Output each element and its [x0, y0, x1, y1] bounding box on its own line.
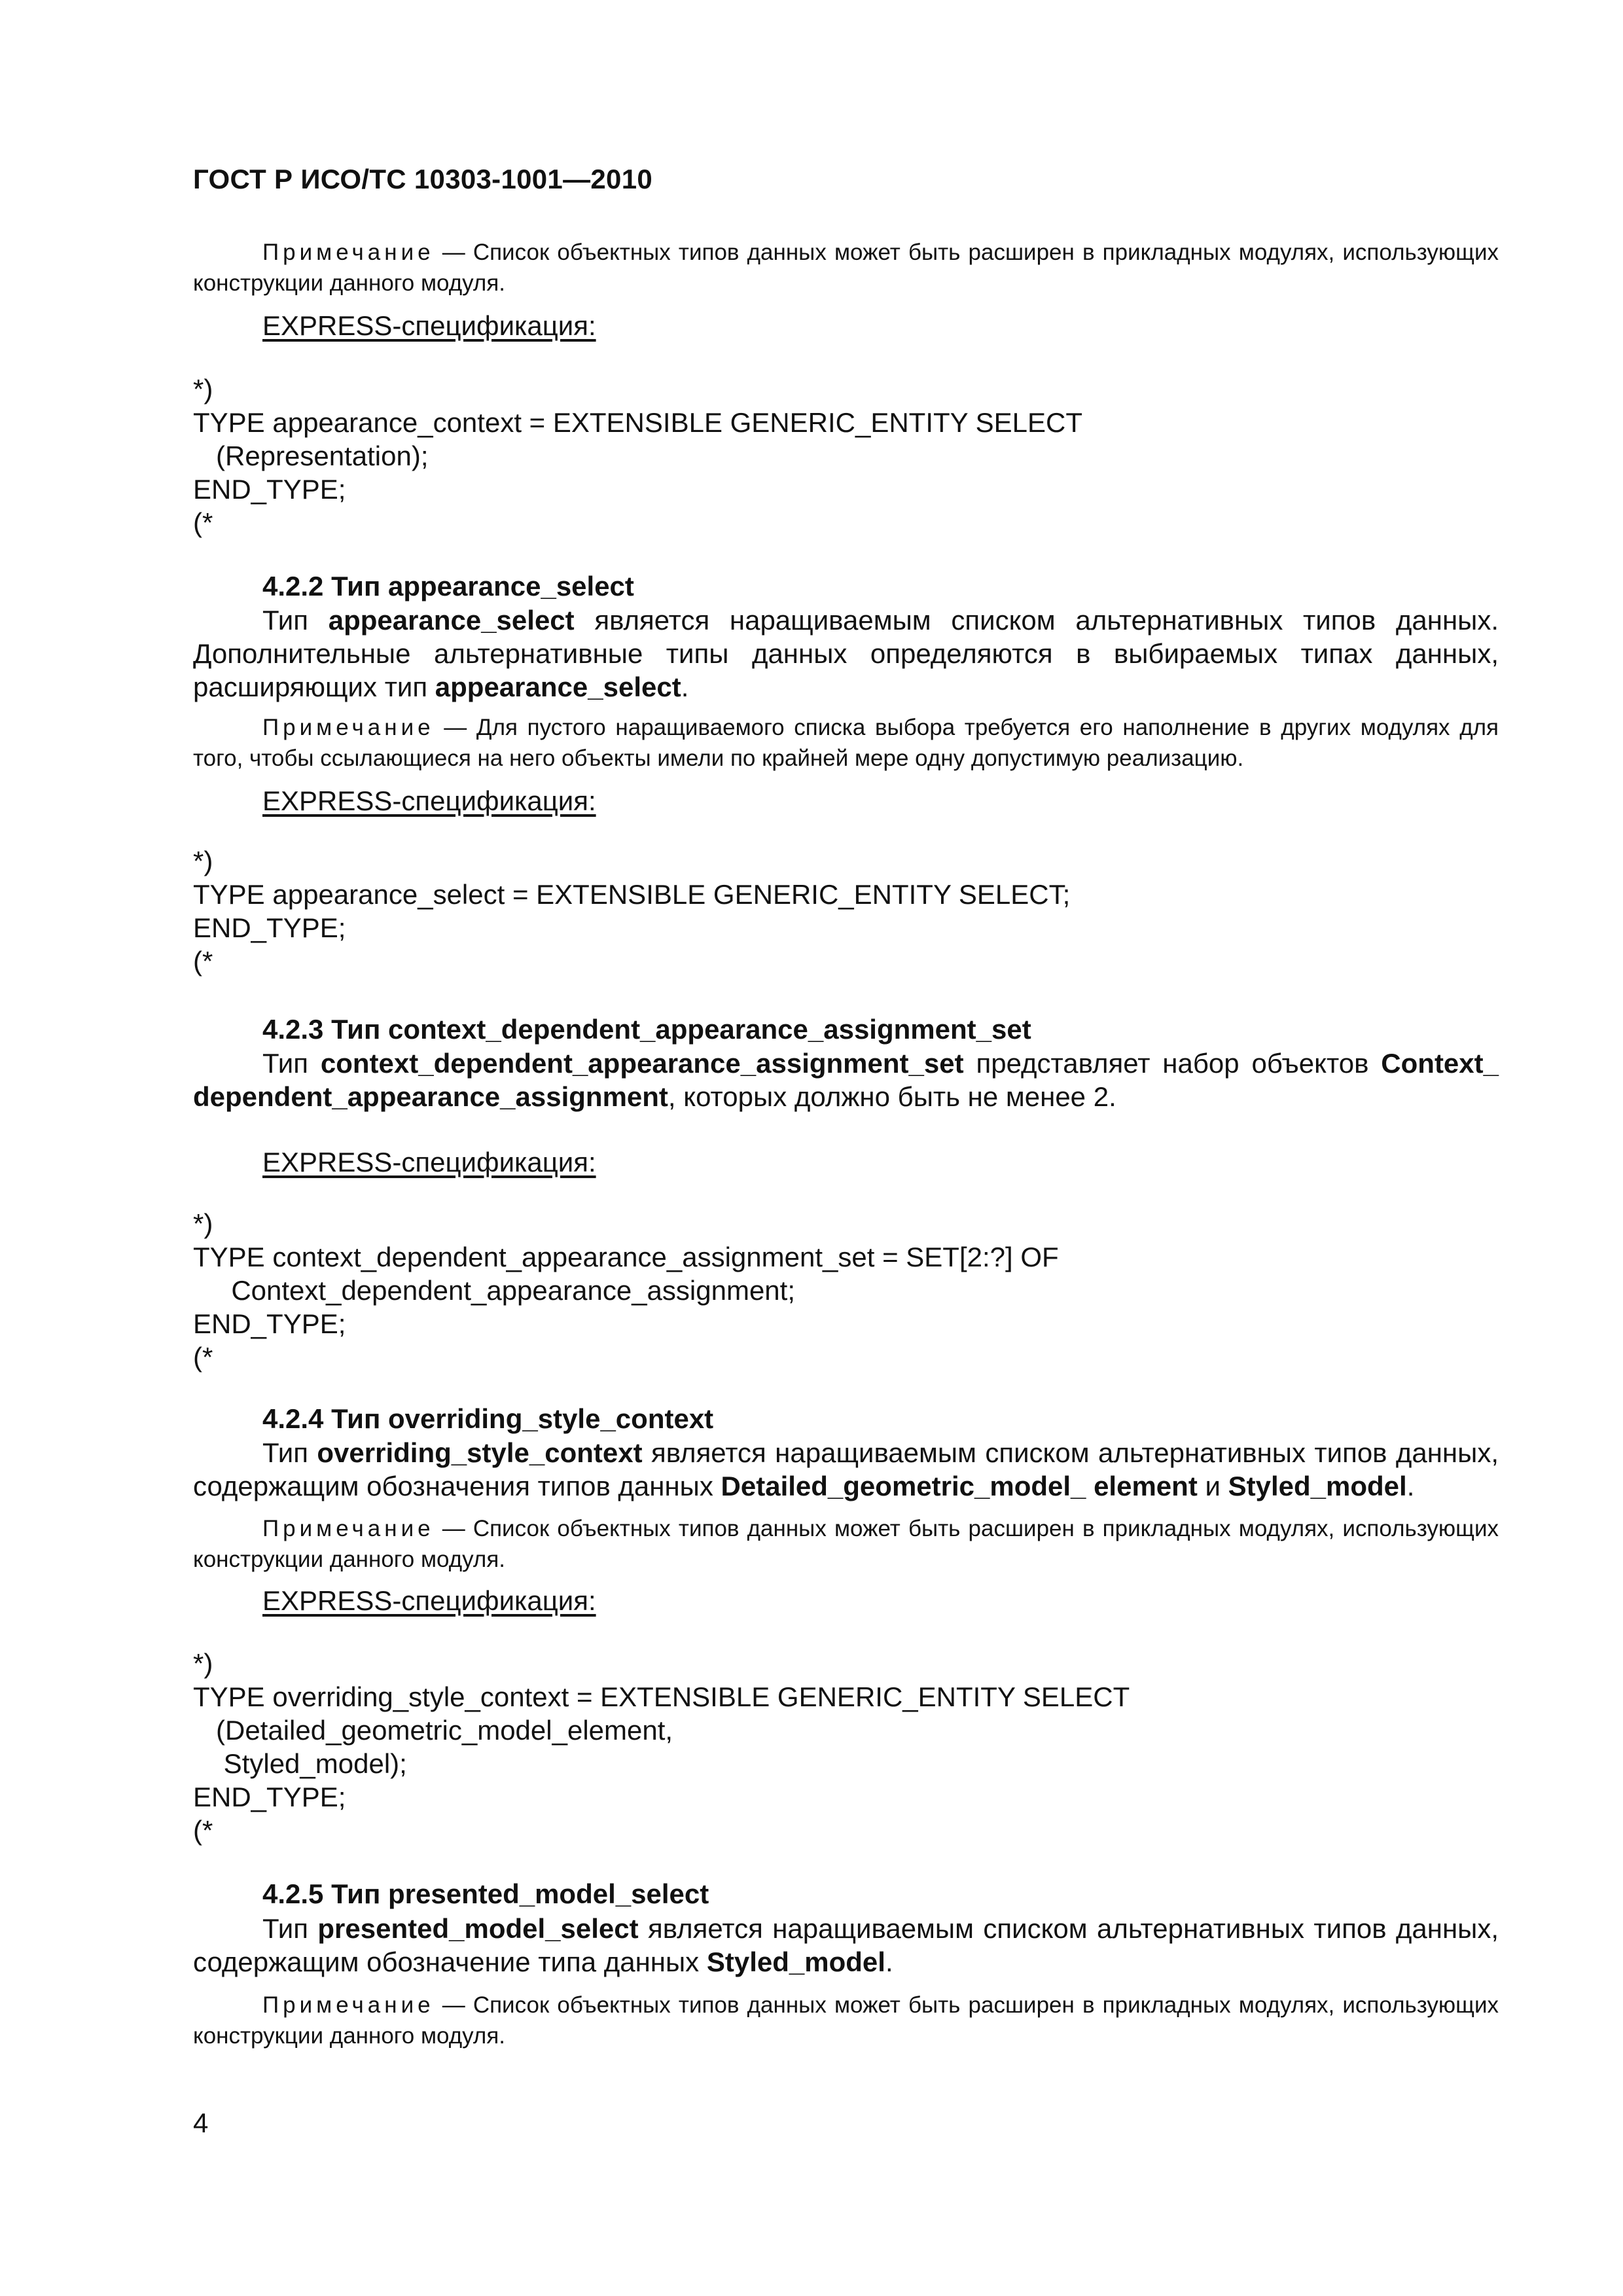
- section-heading-4-2-2: 4.2.2 Тип appearance_select: [262, 571, 634, 601]
- section-heading-4-2-4: 4.2.4 Тип overriding_style_context: [262, 1403, 714, 1434]
- type-name: presented_model_select: [317, 1913, 639, 1944]
- note-1: Примечание — Список объектных типов данных может быть расширен в прикладных модулях, использующих конструкции данного модуля.: [193, 240, 1499, 296]
- standard-header: ГОСТ Р ИСО/ТС 10303-1001—2010: [193, 164, 653, 194]
- section-heading-4-2-5: 4.2.5 Тип presented_model_select: [262, 1878, 709, 1909]
- page-number: 4: [193, 2108, 209, 2138]
- note-text: Для пустого наращиваемого списка выбора требуется его наполнение в других модулях для того, чтобы ссылающиеся на него объекты имели по крайней мере одну допустимую реализацию.: [193, 715, 1499, 771]
- section-paragraph-4-2-5: Тип presented_model_select является наращиваемым списком альтернативных типов данных, содержащим обозначение типа данных Styled_model.: [193, 1913, 1499, 1977]
- type-name: appearance_select: [435, 672, 681, 702]
- express-code-4: *) TYPE overriding_style_context = EXTENSIBLE GENERIC_ENTITY SELECT (Detailed_geometric_model_element, Styled_model); END_TYPE; (*: [193, 1648, 1130, 1846]
- note-4: Примечание — Список объектных типов данных может быть расширен в прикладных модулях, использующих конструкции данного модуля.: [193, 1992, 1499, 2049]
- type-name: context_dependent_appearance_assignment_set: [320, 1048, 964, 1079]
- note-3: Примечание — Список объектных типов данных может быть расширен в прикладных модулях, использующих конструкции данного модуля.: [193, 1516, 1499, 1572]
- section-paragraph-4-2-3: Тип context_dependent_appearance_assignment_set представляет набор объектов Context_ dependent_appearance_assignment, которых должно быть не менее 2.: [193, 1048, 1499, 1112]
- entity-name: Styled_model: [706, 1946, 885, 1977]
- type-name: appearance_select: [328, 605, 575, 636]
- express-label-2: EXPRESS-спецификация:: [262, 785, 596, 816]
- note-text: Список объектных типов данных может быть расширен в прикладных модулях, использующих конструкции данного модуля.: [193, 1992, 1499, 2049]
- section-heading-4-2-3: 4.2.3 Тип context_dependent_appearance_assignment_set: [262, 1014, 1031, 1045]
- entity-name: Context_ dependent_appearance_assignment: [193, 1048, 1499, 1112]
- type-name: overriding_style_context: [317, 1437, 643, 1468]
- note-label: Примечание: [262, 240, 435, 265]
- entity-name: Styled_model: [1228, 1471, 1407, 1501]
- note-text: Список объектных типов данных может быть расширен в прикладных модулях, использующих конструкции данного модуля.: [193, 1516, 1499, 1572]
- section-paragraph-4-2-2: Тип appearance_select является наращиваемым списком альтернативных типов данных. Дополнительные альтернативные типы данных определяются в выбираемых типах данных, расширяющих тип appearance_select.: [193, 605, 1499, 702]
- note-text: Список объектных типов данных может быть расширен в прикладных модулях, использующих конструкции данного модуля.: [193, 240, 1499, 296]
- express-label-3: EXPRESS-спецификация:: [262, 1147, 596, 1177]
- section-paragraph-4-2-4: Тип overriding_style_context является наращиваемым списком альтернативных типов данных, содержащим обозначения типов данных Detailed_geometric_model_ element и Styled_model.: [193, 1437, 1499, 1501]
- note-label: Примечание: [262, 715, 435, 740]
- note-label: Примечание: [262, 1516, 435, 1541]
- express-label-4: EXPRESS-спецификация:: [262, 1585, 596, 1616]
- entity-name: Detailed_geometric_model_ element: [721, 1471, 1198, 1501]
- express-code-1: *) TYPE appearance_context = EXTENSIBLE GENERIC_ENTITY SELECT (Representation); END_TYPE; (*: [193, 374, 1082, 538]
- note-label: Примечание: [262, 1992, 435, 2018]
- express-code-3: *) TYPE context_dependent_appearance_assignment_set = SET[2:?] OF Context_dependent_appearance_assignment; END_TYPE; (*: [193, 1208, 1059, 1372]
- note-2: Примечание — Для пустого наращиваемого списка выбора требуется его наполнение в других модулях для того, чтобы ссылающиеся на него объекты имели по крайней мере одну допустимую реализацию.: [193, 715, 1499, 771]
- express-code-2: *) TYPE appearance_select = EXTENSIBLE GENERIC_ENTITY SELECT; END_TYPE; (*: [193, 846, 1071, 977]
- express-label-1: EXPRESS-спецификация:: [262, 310, 596, 341]
